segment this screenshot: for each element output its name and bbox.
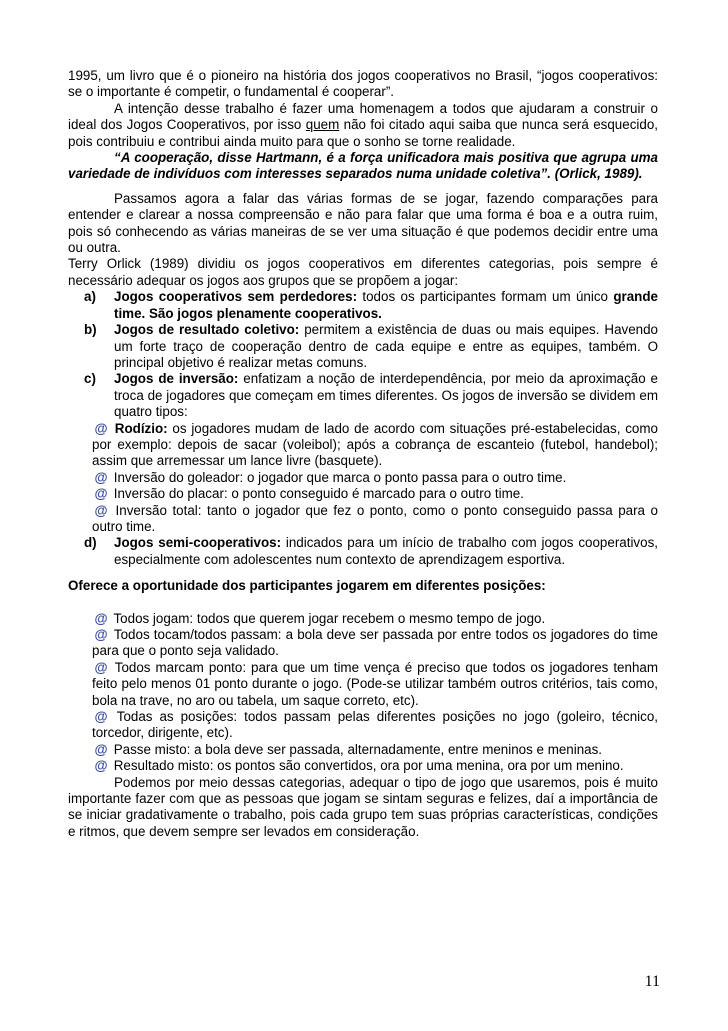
category-text: todos os participantes formam um único [357, 289, 614, 305]
category-letter: b) [84, 322, 97, 338]
category-title: Jogos de resultado coletivo: [114, 322, 300, 338]
intro-paragraph-2 [68, 101, 658, 150]
section-heading: Oferece a oportunidade dos participantes jogarem em diferentes posições: [68, 578, 546, 594]
inversion-rodizio [92, 421, 658, 470]
category-letter: a) [84, 289, 96, 305]
category-b [82, 322, 658, 371]
intro-paragraph-1: 1995, um livro que é o pioneiro na história dos jogos cooperativos no Brasil, “jogos cooperativos: se o importante é competir, o fundamental é cooperar”. [68, 68, 658, 100]
rodizio-text: os jogadores mudam de lado de acordo com situações pré-estabelecidas, como por exemplo: depois de sacar (voleibol); após a cobrança de escanteio (futebol, handebol); assim que arremessar um lance livre (basquete). [92, 420, 658, 469]
inversion-goleador: @ Inversão do goleador: o jogador que marca o ponto passa para o outro time. [92, 470, 658, 486]
position-bullet-3: @ Todos marcam ponto: para que um time vença é preciso que todos os jogadores tenham feito pelo menos 01 ponto durante o jogo. (Pode-se utilizar também outros critérios, tais como, bola na trave, no aro ou tabela, um saque correto, etc). [92, 659, 658, 708]
rodizio-title: Rodízio: [114, 420, 168, 436]
inversion-total: @ Inversão total: tanto o jogador que fez o ponto, como o ponto conseguido passa para o outro time. [92, 502, 658, 534]
intro-paragraph-4: Terry Orlick (1989) dividiu os jogos cooperativos em diferentes categorias, pois sempre é necessário adequar os jogos aos grupos que se propõem a jogar: [68, 256, 658, 288]
position-bullet-4: @ Todas as posições: todos passam pelas diferentes posições no jogo (goleiro, técnico, torcedor, dirigente, etc). [92, 709, 659, 741]
category-title: Jogos cooperativos sem perdedores: [114, 289, 358, 305]
category-letter: c) [84, 371, 96, 387]
hartmann-quote: “A cooperação, disse Hartmann, é a força unificadora mais positiva que agrupa uma variedade de indivíduos com interesses separados numa unidade coletiva”. (Orlick, 1989). [68, 150, 658, 182]
p2-text-end: não foi citado aqui saiba que nunca será esquecido, pois contribuiu e contribui ainda muito para que o sonho se torne realidade. [68, 117, 658, 149]
category-text: permitem a existência de duas ou mais equipes. Havendo um forte traço de cooperação dentro de cada equipe e entre as equipes, também. O principal objetivo é realizar metas comuns. [114, 322, 658, 370]
category-bold-tail: grande time. São jogos plenamente cooperativos. [114, 289, 658, 321]
category-list [82, 289, 658, 568]
swirl-bullet-icon: @ [94, 758, 108, 774]
swirl-bullet-icon: @ [94, 741, 108, 757]
swirl-bullet-icon: @ [94, 486, 108, 502]
position-bullet-6: @ Resultado misto: os pontos são convertidos, ora por uma menina, ora por um menino. [92, 758, 658, 774]
p2-text-start: A intenção desse trabalho é fazer uma homenagem a todos que ajudaram a construir o ideal dos Jogos Cooperativos, por isso [68, 100, 658, 133]
category-a [82, 289, 658, 322]
category-d [82, 535, 658, 568]
category-title: Jogos semi-cooperativos: [114, 535, 282, 551]
document-page [68, 68, 658, 840]
swirl-bullet-icon: @ [94, 610, 108, 626]
page-number: 11 [644, 973, 660, 990]
category-title: Jogos de inversão: [114, 371, 239, 387]
swirl-bullet-icon: @ [94, 709, 108, 725]
swirl-bullet-icon: @ [94, 627, 108, 642]
swirl-bullet-icon: @ [94, 502, 108, 518]
position-bullet-5: @ Passe misto: a bola deve ser passada, alternadamente, entre meninos e meninas. [92, 742, 658, 758]
category-letter: d) [84, 535, 97, 551]
swirl-bullet-icon: @ [94, 469, 108, 485]
category-c [82, 371, 658, 420]
closing-paragraph: Podemos por meio dessas categorias, adequar o tipo de jogo que usaremos, pois é muito importante fazer com que as pessoas que jogam se sintam seguras e felizes, daí a importância de se iniciar gradativamente o trabalho, pois cada grupo tem suas próprias características, condições e ritmos, que devem sempre ser levados em consideração. [68, 774, 658, 839]
category-text: indicados para um início de trabalho com jogos cooperativos, especialmente com adolescentes num contexto de aprendizagem esportiva. [114, 535, 658, 567]
category-text: enfatizam a noção de interdependência, por meio da aproximação e troca de jogadores que começam em times diferentes. Os jogos de inversão se dividem em quatro tipos: [114, 371, 659, 420]
position-bullet-2: @ Todos tocam/todos passam: a bola deve ser passada por entre todos os jogadores do time para que o ponto seja validado. [92, 627, 658, 659]
swirl-bullet-icon: @ [94, 420, 108, 436]
swirl-bullet-icon: @ [94, 659, 108, 675]
intro-paragraph-3: Passamos agora a falar das várias formas de se jogar, fazendo comparações para entender e clarear a nossa compreensão e não para falar que uma forma é boa e a outra ruim, pois só conhecendo as várias maneiras de se ver uma situação é que podemos decidir entre uma ou outra. [68, 190, 658, 256]
underlined-word: quem [305, 117, 340, 133]
position-bullet-1: @ Todos jogam: todos que querem jogar recebem o mesmo tempo de jogo. [92, 611, 658, 627]
inversion-placar: @ Inversão do placar: o ponto conseguido é marcado para o outro time. [92, 486, 658, 502]
